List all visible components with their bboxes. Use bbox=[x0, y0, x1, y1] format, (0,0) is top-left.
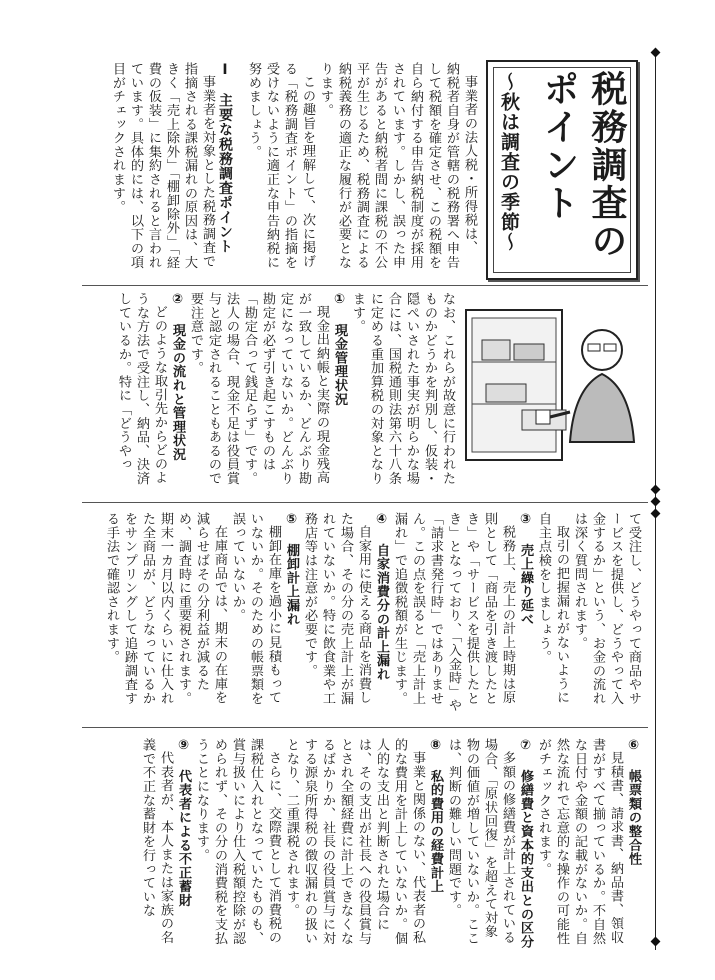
title-line-1: 税務調査の bbox=[586, 70, 627, 260]
tax-inspector-illustration bbox=[462, 292, 638, 482]
point-9-text: 代表者が、本人または家族の名義で不正な蓄財を行っていな bbox=[140, 738, 173, 945]
band3-text bbox=[84, 512, 642, 718]
title-subtitle: 〜秋は調査の季節〜 bbox=[498, 72, 520, 252]
point-1-heading: ① 現金管理状況 bbox=[332, 292, 347, 406]
point-6-text: 見積書、請求書、納品書、領収書がすべて揃っているか。不自然な日付や金額の記載がないか。自然な流れで忘意的な操作の可能性がチェックされます。 bbox=[536, 738, 623, 945]
point-8-text: 事業と関係のない、代表者の私的な費用を計上していないか。個人的な支出と判断された場合には、その支出が社長への役員賞与とされ全額経費に計上できなくなるばかりか、社長の役員賞与に対する源泉所得税の徴収漏れの扱いとなり、二重課税されます。 bbox=[284, 738, 425, 945]
band-divider-1 bbox=[82, 285, 648, 286]
intro-paragraph-2: この趣旨を理解して、次に掲げる「税務調査ポイント」の指摘を受けないように適正な申告納税に努めましょう。 bbox=[246, 62, 315, 269]
continued-paragraph: なお、これらが故意に行われたものかどうかを判別し、仮装・隠ぺいされた事実が明らかな場合には、国税通則法第六十八条に定める重加算税の対象となります。 bbox=[350, 292, 455, 486]
point-4-text: 自家用に使える商品を消費した場合、その分の売上計上が漏れていないか。特に飲食業や工務店等は注意が必要です。 bbox=[302, 512, 371, 706]
section-1-paragraph: 事業者を対象とした税務調査で指摘される課税漏れの原因は、大きく「売上除外」「棚卸除外」「経費の仮装」に集約されると言われています。具体的には、以下の項目がチェックされます。 bbox=[110, 62, 215, 270]
point-5-text-2: 在庫商品では、期末の在庫を減らせばその分利益が減るため、調査時に重要視されます。期末一カ月以内くらいに仕入れた全商品が、どうなっているかをサンプリングして追跡調査する手法で確認されます。 bbox=[104, 512, 227, 706]
continued-paragraph-2: て受注し、どうやって商品やサービスを提供し、どうやって入金するか」という、お金の流れは深く質問されます。 bbox=[572, 512, 641, 706]
title-line-2: ポイント bbox=[538, 70, 579, 222]
intro-text bbox=[236, 62, 478, 280]
intro-paragraph-1: 納税者自身が管轄の税務署へ申告して税額を確定させ、この税額を自ら納付する申告納税制度が採用されています。しかし、誤った申告があると納税者間に課税の不公平が生じるため、税務調査による納税義務の適正な履行が必要となります。 bbox=[318, 62, 459, 269]
point-4-heading: ④ 自家消費分の計上漏れ bbox=[374, 512, 389, 682]
point-8-heading: ⑧ 私的費用の経費計上 bbox=[428, 738, 443, 894]
point-2-heading: ② 現金の流れと管理状況 bbox=[170, 292, 185, 462]
section-1-heading: Ⅰ 主要な税務調査ポイント bbox=[217, 62, 233, 254]
page-title bbox=[534, 70, 630, 260]
point-1-text: 現金出納帳と実際の現金残高が一致しているか、どんぶり勘定になっていないか。どんぶり勘定が必ず引き起こすものは「勘定合って銭足らず」です。法人の場合、現金不足は役員賞与と認定されることもあるので要注意です。 bbox=[188, 292, 329, 486]
point-8-text-2: さらに、交際費として消費税の課税仕入れとなっていたものも、賞与扱いにより仕入税額控除が認められず、その分の消費税を支払うことになります。 bbox=[194, 738, 281, 945]
band-divider-3 bbox=[82, 727, 648, 728]
band4-text bbox=[84, 738, 642, 950]
title-box bbox=[486, 60, 638, 280]
self-check-text: 取引の把握漏れがないように自主点検をしましょう。 bbox=[536, 512, 569, 705]
point-2-text: どのような取引先からどのような方法で受注し、納品、決済しているか。特に「どうやっ bbox=[116, 292, 167, 486]
point-7-text: 多額の修繕費が計上されている場合、「原状回復」を超えて対象物の価値が増していないか。ここは、判断の難しい問題です。 bbox=[446, 738, 515, 945]
point-9-heading: ⑨ 代表者による不正蓄財 bbox=[176, 738, 191, 908]
section-1 bbox=[84, 62, 234, 280]
band2-text bbox=[84, 292, 456, 492]
point-7-heading: ⑦ 修繕費と資本的支出との区分 bbox=[518, 738, 533, 949]
band-divider-2 bbox=[82, 502, 648, 503]
point-5-text: 棚卸在庫を過小に見積もっていないか。そのための帳票類を誤っていないか。 bbox=[230, 512, 281, 706]
point-3-text: 税務上、売上の計上時期は原則として「商品を引き渡したとき」や「サービスを提供したとき」となっており、「入金時」や「請求書発行時」ではありません。この点を誤ると「売上計上漏れ」で追徴税額が生じます。 bbox=[392, 512, 515, 713]
point-3-heading: ③ 売上繰り延べ bbox=[518, 512, 533, 626]
point-5-heading: ⑤ 棚卸計上漏れ bbox=[284, 512, 299, 626]
intro-paragraph-3: 事業者の法人税・所得税は、 bbox=[462, 75, 477, 255]
point-6-heading: ⑥ 帳票類の整合性 bbox=[626, 738, 641, 866]
